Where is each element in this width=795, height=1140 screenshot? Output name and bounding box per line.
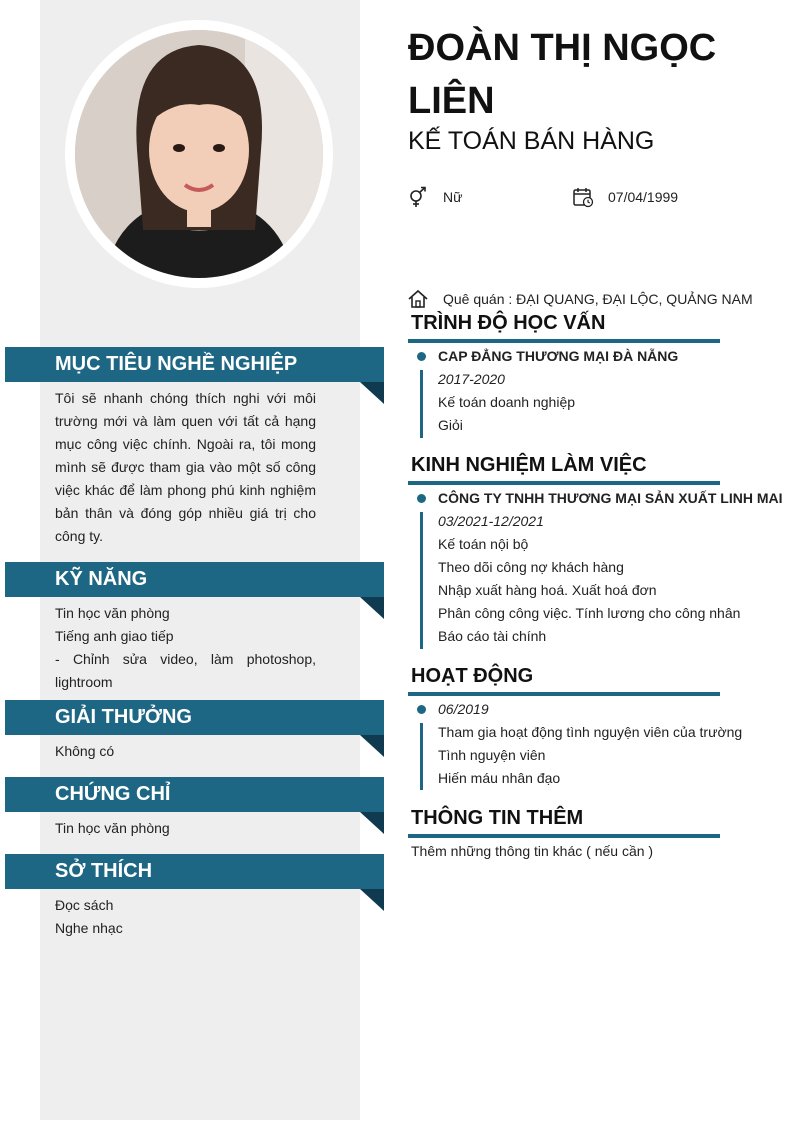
- timeline-dot: [417, 494, 426, 503]
- list-item: Giỏi: [438, 417, 463, 433]
- timeline-dot: [417, 352, 426, 361]
- hobbies-list: [55, 894, 316, 940]
- list-item: Đọc sách: [55, 897, 114, 913]
- list-item: Báo cáo tài chính: [438, 628, 547, 644]
- education-period: 2017-2020: [438, 371, 505, 387]
- list-item: Tin học văn phòng: [55, 605, 170, 621]
- section-header-awards: [5, 700, 384, 735]
- awards-list: [55, 740, 316, 763]
- section-underline: [408, 692, 720, 696]
- gender-icon: [407, 186, 429, 208]
- experience-period: 03/2021-12/2021: [438, 513, 544, 529]
- job-title: KẾ TOÁN BÁN HÀNG: [408, 127, 655, 155]
- section-title-more-info: THÔNG TIN THÊM: [411, 807, 584, 829]
- ribbon-fold: [360, 812, 384, 834]
- objective-text: Tôi sẽ nhanh chóng thích nghi với môi trường mới và làm quen với tất cả hạng mục công việc chính. Ngoài ra, tôi mong mình sẽ được tham gia vào một số công việc khác để làm phong phú kinh nghiệm bản thân và đóng góp nhiều giá trị cho công ty.: [55, 390, 316, 544]
- list-item: Tình nguyện viên: [438, 747, 546, 763]
- section-header-skills: [5, 562, 384, 597]
- section-title: CHỨNG CHỈ: [55, 783, 171, 805]
- list-item: Tiếng anh giao tiếp: [55, 628, 174, 644]
- section-title-activities: HOẠT ĐỘNG: [411, 665, 534, 687]
- ribbon-fold: [360, 597, 384, 619]
- section-header-hobbies: [5, 854, 384, 889]
- list-item: Kế toán nội bộ: [438, 536, 529, 552]
- section-header-certificates: [5, 777, 384, 812]
- avatar: [75, 30, 323, 278]
- section-title: MỤC TIÊU NGHỀ NGHIỆP: [55, 353, 298, 375]
- section-underline: [408, 834, 720, 838]
- section-title-experience: KINH NGHIỆM LÀM VIỆC: [411, 454, 647, 476]
- section-title: SỞ THÍCH: [55, 860, 153, 882]
- section-title-education: TRÌNH ĐỘ HỌC VẤN: [411, 312, 606, 334]
- list-item: Tin học văn phòng: [55, 820, 170, 836]
- list-item: Nghe nhạc: [55, 920, 123, 936]
- list-item: Nhập xuất hàng hoá. Xuất hoá đơn: [438, 582, 657, 598]
- list-item: Không có: [55, 743, 115, 759]
- timeline-dot: [417, 705, 426, 714]
- list-item: Theo dõi công nợ khách hàng: [438, 559, 624, 575]
- list-item: Kế toán doanh nghiệp: [438, 394, 576, 410]
- timeline-line: [420, 512, 423, 649]
- candidate-name: ĐOÀN THỊ NGỌC LIÊN: [408, 27, 717, 122]
- section-title: GIẢI THƯỞNG: [55, 706, 192, 728]
- list-item: Tham gia hoạt động tình nguyện viên của trường: [438, 724, 743, 740]
- skills-list: [55, 602, 316, 694]
- timeline-line: [420, 370, 423, 438]
- list-item: Hiến máu nhân đạo: [438, 770, 561, 786]
- birthdate-value: 07/04/1999: [608, 189, 679, 205]
- list-item: Phân công công việc. Tính lương cho công nhân: [438, 605, 741, 621]
- list-item: - Chỉnh sửa video, làm photoshop, lightroom: [55, 651, 316, 690]
- timeline-line: [420, 723, 423, 790]
- gender-value: Nữ: [443, 189, 463, 205]
- more-info-text: Thêm những thông tin khác ( nếu cần ): [411, 843, 654, 859]
- ribbon-fold: [360, 735, 384, 757]
- section-header-objective: [5, 347, 384, 382]
- school-name: CAP ĐẲNG THƯƠNG MẠI ĐÀ NẴNG: [438, 348, 679, 364]
- section-title: KỸ NĂNG: [55, 568, 148, 590]
- section-underline: [408, 481, 720, 485]
- ribbon-fold: [360, 889, 384, 911]
- company-name: CÔNG TY TNHH THƯƠNG MẠI SẢN XUẤT LINH MAI: [438, 490, 783, 506]
- home-icon: [407, 288, 429, 310]
- section-underline: [408, 339, 720, 343]
- certificates-list: [55, 817, 316, 840]
- activity-period: 06/2019: [438, 701, 489, 717]
- ribbon-fold: [360, 382, 384, 404]
- hometown-value: Quê quán : ĐẠI QUANG, ĐẠI LỘC, QUẢNG NAM: [443, 291, 753, 307]
- calendar-icon: [572, 186, 594, 208]
